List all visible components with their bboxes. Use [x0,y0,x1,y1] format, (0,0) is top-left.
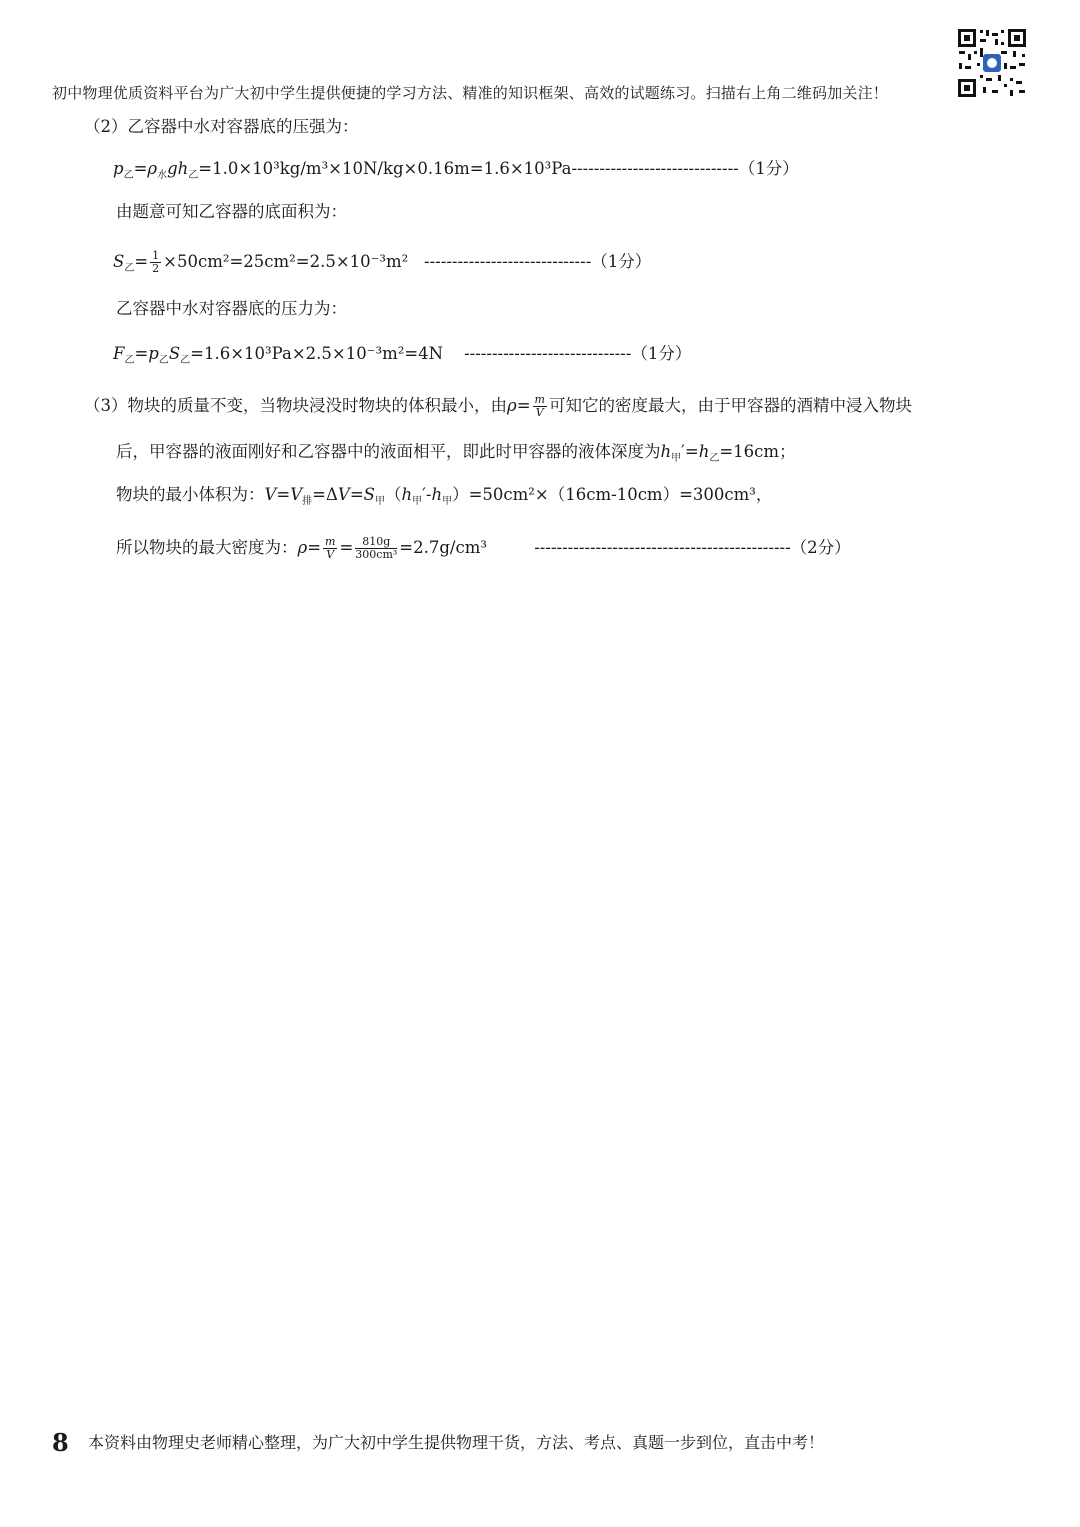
pressure-equation-rhs: =1.0×10³kg/m³×10N/kg×0.16m=1.6×10³Pa [198,159,572,178]
force-equation-rhs: =1.6×10³Pa×2.5×10⁻³m²=4N [190,344,444,363]
section3-line2-start: 后，甲容器的液面刚好和乙容器中的液面相平，即此时甲容器的液体深度为 [116,442,661,461]
density-formula-fraction: $\frac{m}{V}$ [325,535,336,562]
pressure-score: ------------------------------（1分） [571,159,799,178]
section3-line1: （3）物块的质量不变，当物块浸没时物块的体积最小，由ρ= $\frac{m}{V}$ 可知它的密度最大，由于甲容器的酒精中浸入物块 [84,393,912,420]
area-intro: 由题意可知乙容器的底面积为： [116,202,347,221]
section3-line1-end: 可知它的密度最大，由于甲容器的酒精中浸入物块 [548,396,912,416]
density-value-fraction: $\frac{810g}{\text{300cm³}}$ [355,535,398,562]
section3-line3-end: =50cm²×（16cm-10cm）=300cm³， [468,485,773,504]
area-score: ------------------------------（1分） [424,252,652,272]
qr-code-image [956,27,1028,99]
force-score: ------------------------------（1分） [464,344,692,363]
section3-line3-start: 物块的最小体积为： [116,485,265,504]
section2-heading: （2）乙容器中水对容器底的压强为： [84,117,359,136]
section3-score: ----------------------------------------------（2分） [534,538,851,558]
area-equation-rhs: ×50cm²=25cm²=2.5×10⁻³m² [163,252,409,272]
force-equation: $F_乙=p_乙S_乙=1.6\times 10^3Pa\times 2.5\times 10^{-3}m^2=4N$ ------------------------------（1分） [113,344,692,366]
half-fraction: $\frac{1}{2}$ [152,249,160,276]
section3-line4-start: 所以物块的最大密度为： [116,538,298,558]
section3-line4-result: =2.7g/cm³ [399,538,487,558]
footer-text: 本资料由物理史老师精心整理，为广大初中学生提供物理干货，方法、考点、真题一步到位，直击中考！ [88,1433,825,1452]
section3-line3: 物块的最小体积为：$V=V_排=\Delta V=S_甲(h_甲'-h_甲)=50cm^2\times(16cm-10cm)=300cm^3$， [116,485,773,507]
section3-line4: 所以物块的最大密度为：ρ= $\frac{m}{V}$ = $\frac{810g}{\text{300cm³}}$ =2.7g/cm³ ----------------------------------------------（2分） [116,535,851,562]
density-fraction: $\frac{m}{V}$ [534,393,545,420]
area-equation: $S_乙=$ $\frac{1}{2}$ ×50cm²=25cm²=2.5×10⁻³m² ------------------------------（1分） [113,249,652,276]
section3-line2-end: =16cm； [719,442,796,461]
force-intro: 乙容器中水对容器底的压力为： [116,299,347,318]
section3-line1-start: （3）物块的质量不变，当物块浸没时物块的体积最小，由 [84,396,507,416]
header-banner: 初中物理优质资料平台为广大初中学生提供便捷的学习方法、精准的知识框架、高效的试题练习。扫描右上角二维码加关注！ [52,84,889,102]
section3-line2: 后，甲容器的液面刚好和乙容器中的液面相平，即此时甲容器的液体深度为$h_甲'=h_乙=16cm$； [116,442,796,464]
pressure-equation: $p_乙=\rho_水gh_乙=1.0\times 10^3kg/m^3\times 10N/kg\times 0.16m=1.6\times 10^3Pa------------------------------(1$分） [113,159,799,181]
page-number: 8 [52,1428,69,1457]
